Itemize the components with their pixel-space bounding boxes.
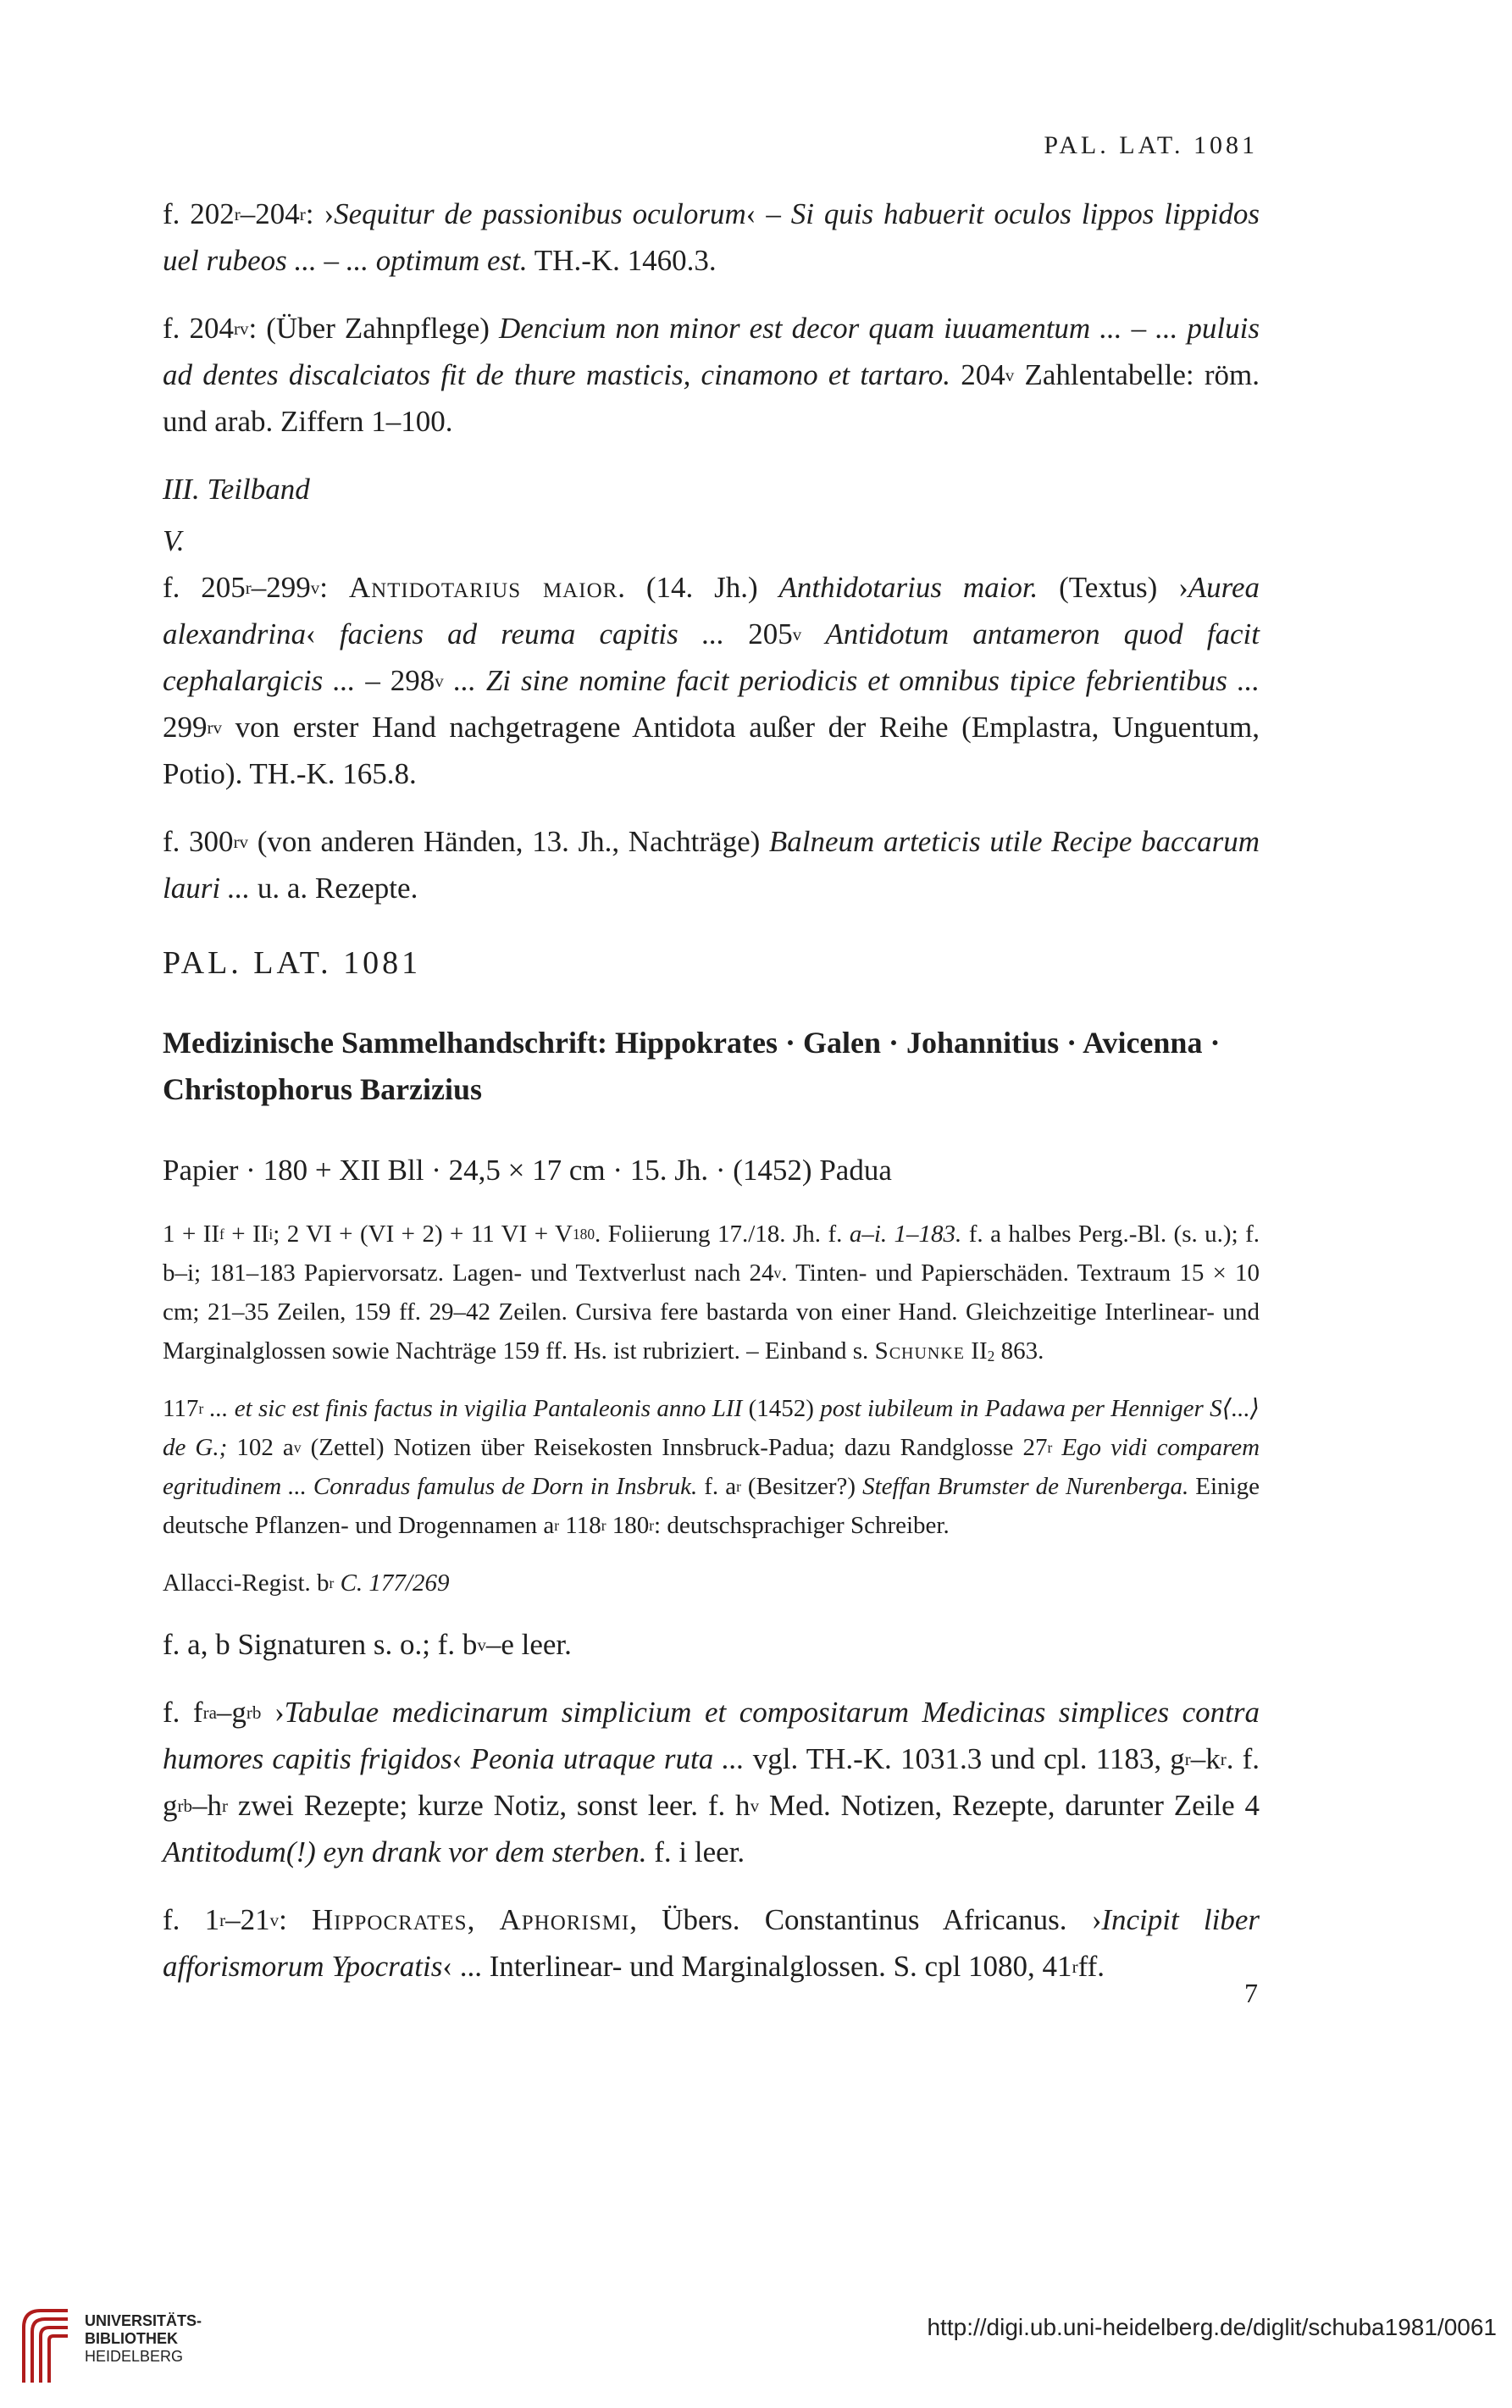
page-number: 7 xyxy=(1244,1978,1258,2008)
physical-description: Papier · 180 + XII Bll · 24,5 × 17 cm · 15. Jh. · (1452) Padua xyxy=(163,1154,892,1187)
colophon-note: 117$^r$ ... et sic est finis factus in vigilia Pantaleonis anno LII (1452) post iubileum in Padawa per Henniger S⟨...⟩ de G.; 102 $a^v$ (Zettel) Notizen über Reisekosten Innsbruck-Padua; dazu Randglosse 27$^r$ Ego vidi comparem egritudinem ... Conradus famulus de Dorn in Insbruk. f. $a^r$ (Besitzer?) Steffan Brumster de Nurenberga. Einige deutsche Pflanzen- und Drogennamen $a^r$ 118$^r$ 180$^r$: deutschsprachiger Schreiber. xyxy=(163,1395,1260,1539)
entry-signatures: f. a, b Signaturen s. o.; f. $b^v-e$ leer. xyxy=(163,1628,572,1661)
library-logo-icon xyxy=(15,2302,76,2387)
entry-f202: f. 202$^r$–204$^r$: ›Sequitur de passionibus oculorum‹ – Si quis habuerit oculos lippos lippidos uel rubeos ... – ... optimum est. TH.-K. 1460.3. xyxy=(163,197,1260,277)
section-heading: PAL. LAT. 1081 xyxy=(163,945,422,981)
manuscript-title: Medizinische Sammelhandschrift: Hippokrates · Galen · Johannitius · Avicenna · Christophorus Barzizius xyxy=(163,1026,1221,1106)
running-head: PAL. LAT. 1081 xyxy=(1044,131,1258,159)
entry-tabulae: f. $f^{ra}-g^{rb}$ ›Tabulae medicinarum simplicium et compositarum Medicinas simplices contra humores capitis frigidos‹ Peonia utraque ruta ... vgl. TH.-K. 1031.3 und cpl. 1183, $g^r-k^r$. f. $g^{rb}-h^r$ zwei Rezepte; kurze Notiz, sonst leer. f. $h^v$ Med. Notizen, Rezepte, darunter Zeile 4 Antitodum(!) eyn drank vor dem sterben. f. i leer. xyxy=(163,1696,1260,1868)
entry-f204: f. $204^{rv}$: (Über Zahnpflege) Dencium non minor est decor quam iuuamentum ... – ... puluis ad dentes discalciatos fit de thure masticis, cinamono et tartaro. 204$^v$ Zahlentabelle: röm. und arab. Ziffern 1–100. xyxy=(163,312,1260,438)
upper-entries xyxy=(163,191,1260,933)
roman-v: V. xyxy=(163,524,185,557)
entry-f205: f. 205$^r$–299$^v$: Antidotarius maior. (14. Jh.) Anthidotarius maior. (Textus) ›Aurea alexandrina‹ faciens ad reuma capitis ... 205$^v$ Antidotum antameron quod facit cephalargicis ... – 298$^v$ ... Zi sine nomine facit periodicis et omnibus tipice febrientibus ... $299^{rv}$ von erster Hand nachgetragene Antidota außer der Reihe (Emplastra, Unguentum, Potio). TH.-K. 165.8. xyxy=(163,571,1260,790)
allacci-note: Allacci-Regist. $b^r$ C. 177/269 xyxy=(163,1569,450,1597)
manuscript-entry xyxy=(163,944,1260,2011)
source-url-link[interactable]: http://digi.ub.uni-heidelberg.de/diglit/schuba1981/0061 xyxy=(927,2314,1497,2340)
entry-aphorismi: f. 1$^r$–21$^v$: Hippocrates, Aphorismi, Übers. Constantinus Africanus. ›Incipit liber afforismorum Ypocratis‹ ... Interlinear- und Marginalglossen. S. cpl 1080, 41$^r$ff. xyxy=(163,1903,1260,1983)
library-name: UNIVERSITÄTS- BIBLIOTHEK HEIDELBERG xyxy=(85,2312,202,2365)
teilband-heading: III. Teilband xyxy=(163,473,310,506)
footer-bar xyxy=(0,2278,1512,2408)
codicology-note: $1 + II^f + II^i$; 2 VI + (VI + 2) + 11 VI + $V^{180}$. Foliierung 17./18. Jh. f. a–i. 1–183. f. a halbes Perg.-Bl. (s. u.); f. b–i; 181–183 Papiervorsatz. Lagen- und Textverlust nach 24$^v$. Tinten- und Papierschäden. Textraum 15 × 10 cm; 21–35 Zeilen, 159 ff. 29–42 Zeilen. Cursiva fere bastarda von einer Hand. Gleichzeitige Interlinear- und Marginalglossen sowie Nachträge 159 ff. Hs. ist rubriziert. – Einband s. Schunke $II_2$ 863. xyxy=(163,1221,1260,1365)
entry-f300: f. $300^{rv}$ (von anderen Händen, 13. Jh., Nachträge) Balneum arteticis utile Recipe baccarum lauri ... u. a. Rezepte. xyxy=(163,825,1260,905)
